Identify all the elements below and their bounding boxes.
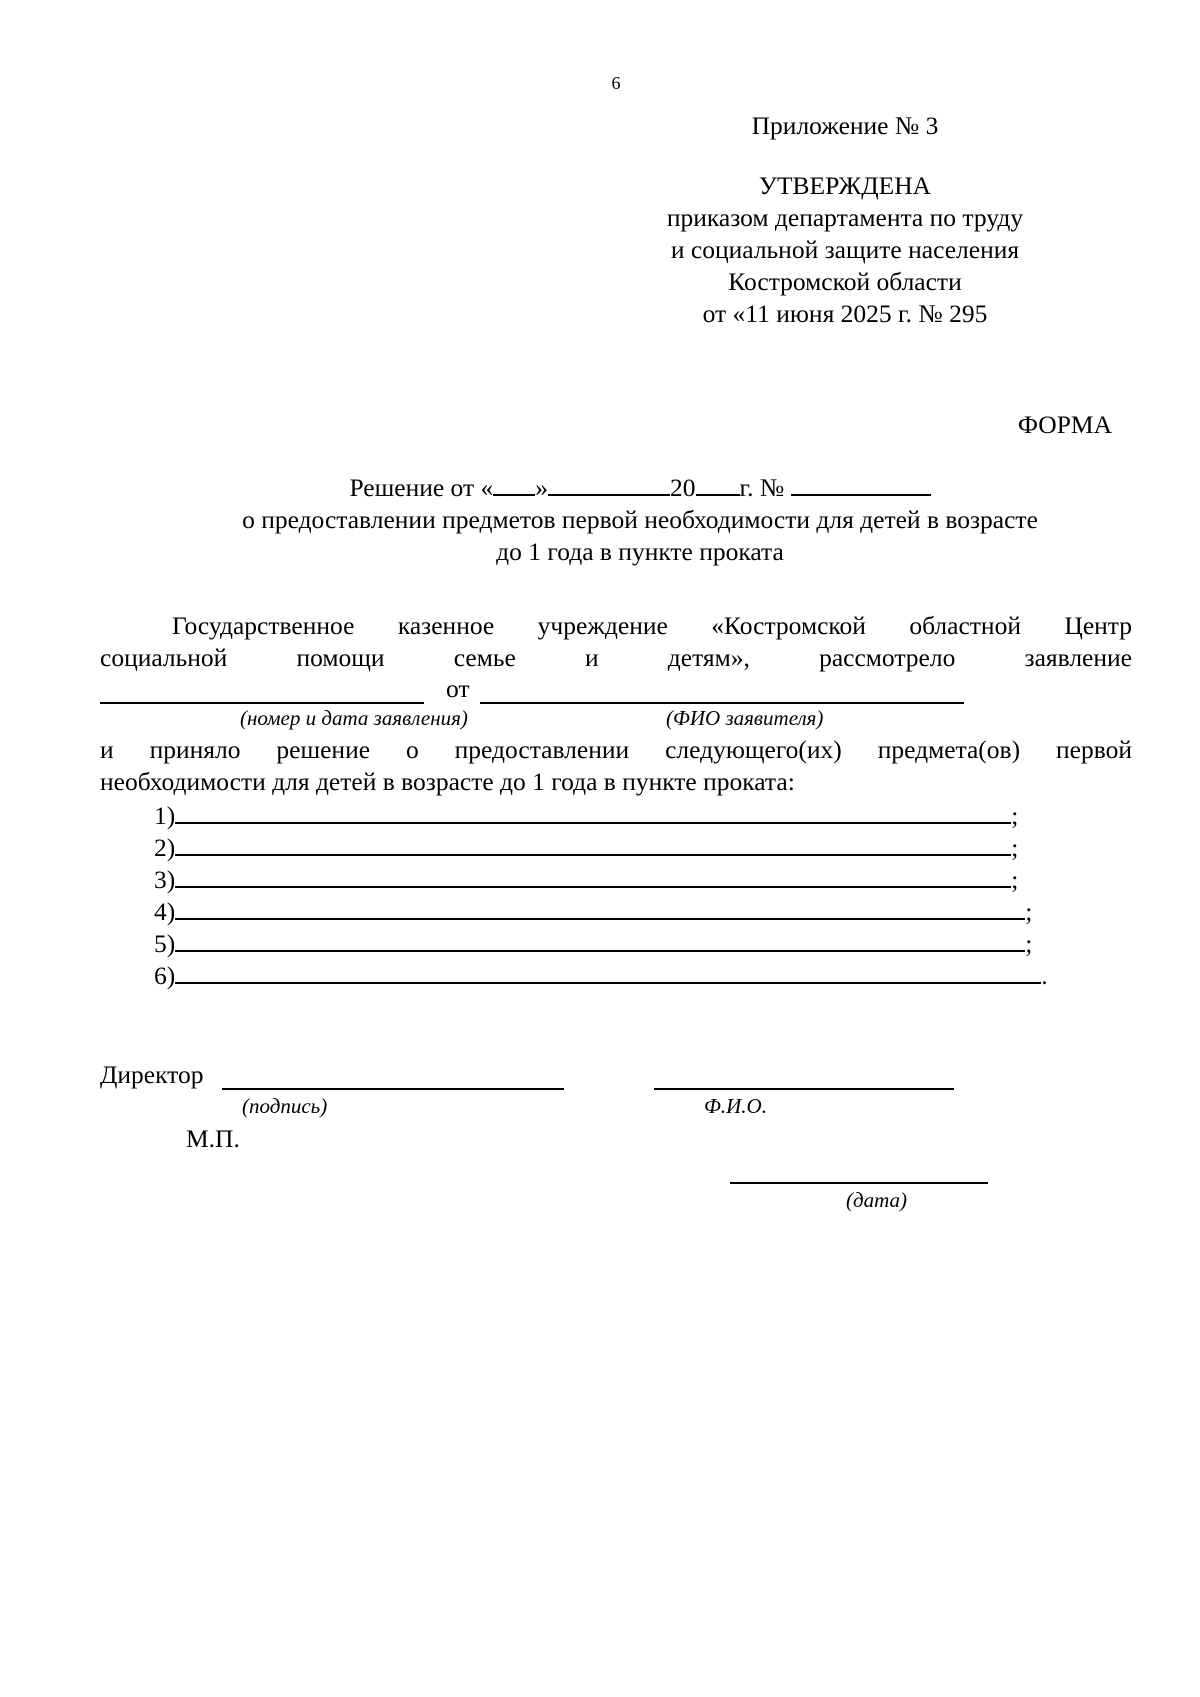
application-number-field[interactable] [100, 702, 424, 704]
caption-signature: (подпись) [242, 1094, 328, 1118]
item-number: 3) [154, 865, 176, 894]
from-word: от [446, 674, 470, 703]
quote-close: » [535, 473, 548, 502]
item-row-2 [154, 830, 1018, 862]
director-name-field[interactable] [654, 1088, 954, 1090]
day-blank[interactable] [493, 474, 535, 496]
decision-title-line-1 [160, 472, 1120, 504]
appendix-label: Приложение № 3 [751, 111, 939, 140]
paragraph-1-line-1: Государственное казенное учреждение «Костромской областной Центр [172, 611, 1132, 640]
stamp-label: М.П. [186, 1124, 240, 1153]
month-blank[interactable] [548, 474, 670, 496]
item-field[interactable] [175, 958, 1041, 984]
item-field[interactable] [175, 862, 1011, 888]
item-end: ; [1025, 929, 1033, 958]
caption-name: Ф.И.О. [704, 1094, 767, 1118]
caption-application: (номер и дата заявления) [240, 706, 468, 730]
decision-title-line-2: о предоставлении предметов первой необходимости для детей в возрасте [242, 505, 1038, 534]
year-suffix: г. № [739, 473, 785, 502]
approval-line-4: от «11 июня 2025 г. № 295 [702, 299, 988, 328]
approval-block [620, 110, 1070, 330]
approval-line-3: Костромской области [728, 267, 962, 296]
item-field[interactable] [175, 894, 1025, 920]
item-number: 2) [154, 833, 176, 862]
paragraph-2-line-1: и приняло решение о предоставлении следующего(их) предмета(ов) первой [100, 735, 1132, 764]
item-field[interactable] [175, 798, 1011, 824]
caption-applicant: (ФИО заявителя) [666, 706, 824, 730]
item-field[interactable] [175, 926, 1025, 952]
item-end: ; [1025, 897, 1033, 926]
director-signature-field[interactable] [222, 1088, 564, 1090]
item-row-3 [154, 862, 1018, 894]
page-number: 6 [611, 73, 621, 93]
item-row-6 [154, 958, 1048, 990]
caption-date: (дата) [846, 1188, 908, 1212]
paragraph-2-line-2: необходимости для детей в возрасте до 1 года в пункте проката: [100, 767, 795, 796]
paragraph-1-line-2: социальной помощи семье и детям», рассмотрело заявление [100, 643, 1132, 672]
item-number: 1) [154, 801, 176, 830]
decision-title-line-3: до 1 года в пункте проката [496, 537, 784, 566]
year-blank[interactable] [696, 474, 740, 496]
item-end: ; [1011, 833, 1019, 862]
form-label: ФОРМА [1017, 410, 1112, 439]
item-field[interactable] [175, 830, 1011, 856]
date-field[interactable] [730, 1182, 988, 1184]
year-prefix: 20 [670, 473, 696, 502]
decision-prefix: Решение от « [349, 473, 494, 502]
item-number: 4) [154, 897, 176, 926]
decision-number-blank[interactable] [791, 474, 931, 496]
item-end: ; [1011, 801, 1019, 830]
item-end: ; [1011, 865, 1019, 894]
item-number: 5) [154, 929, 176, 958]
item-number: 6) [154, 961, 176, 990]
approval-line-2: и социальной защите населения [670, 235, 1020, 264]
item-row-1 [154, 798, 1018, 830]
approval-line-1: приказом департамента по труду [666, 203, 1024, 232]
item-row-4 [154, 894, 1032, 926]
item-row-5 [154, 926, 1032, 958]
item-end: . [1041, 961, 1048, 990]
decision-title [160, 472, 1120, 568]
approved-heading: УТВЕРЖДЕНА [758, 171, 932, 200]
director-label: Директор [100, 1060, 204, 1089]
applicant-name-field[interactable] [480, 702, 964, 704]
